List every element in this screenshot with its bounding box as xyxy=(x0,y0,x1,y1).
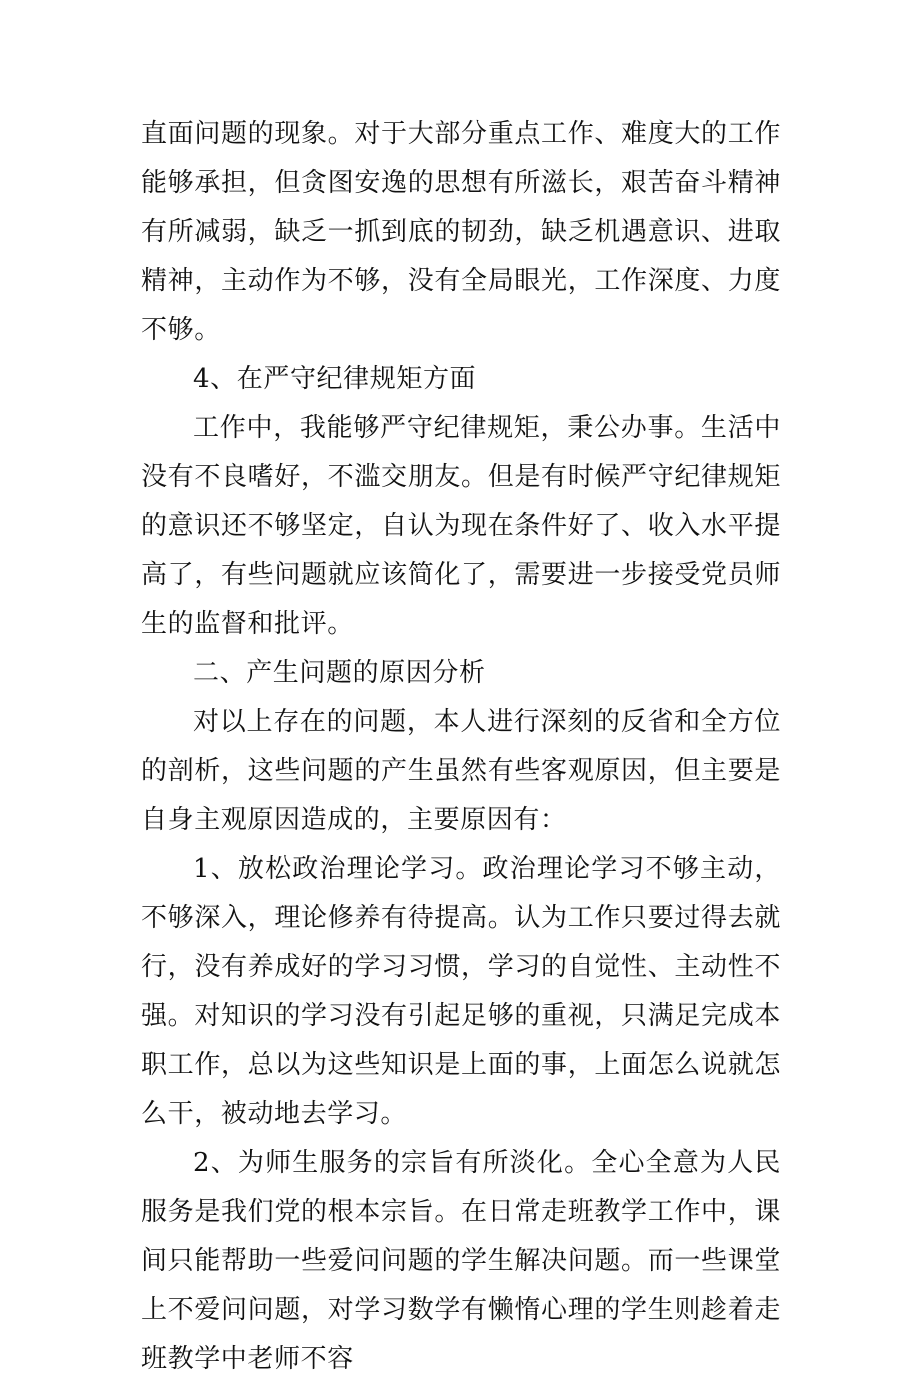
paragraph-discipline: 工作中，我能够严守纪律规矩，秉公办事。生活中没有不良嗜好，不滥交朋友。但是有时候严守纪律规矩的意识还不够坚定，自认为现在条件好了、收入水平提高了，有些问题就应该简化了，需要进一步接受党员师生的监督和批评。 xyxy=(141,413,781,639)
paragraph-cause-2: 2、为师生服务的宗旨有所淡化。全心全意为人民服务是我们党的根本宗旨。在日常走班教学工作中，课间只能帮助一些爱问问题的学生解决问题。而一些课堂上不爱问问题，对学习数学有懒惰心理的学生则趁着走班教学中老师不容 xyxy=(141,1148,781,1374)
paragraph-cause-1: 1、放松政治理论学习。政治理论学习不够主动，不够深入，理论修养有待提高。认为工作只要过得去就行，没有养成好的学习习惯，学习的自觉性、主动性不强。对知识的学习没有引起足够的重视，只满足完成本职工作，总以为这些知识是上面的事，上面怎么说就怎么干，被动地去学习。 xyxy=(141,854,781,1129)
paragraph-cause-intro: 对以上存在的问题，本人进行深刻的反省和全方位的剖析，这些问题的产生虽然有些客观原因，但主要是自身主观原因造成的，主要原因有： xyxy=(141,707,781,835)
paragraph-1: 直面问题的现象。对于大部分重点工作、难度大的工作能够承担，但贪图安逸的思想有所滋长，艰苦奋斗精神有所减弱，缺乏一抓到底的韧劲，缺乏机遇意识、进取精神，主动作为不够，没有全局眼光，工作深度、力度不够。 xyxy=(141,119,781,345)
document-body xyxy=(141,110,781,1384)
section-heading-cause-analysis: 二、产生问题的原因分析 xyxy=(193,658,486,688)
section-heading-4: 4、在严守纪律规矩方面 xyxy=(193,364,477,394)
